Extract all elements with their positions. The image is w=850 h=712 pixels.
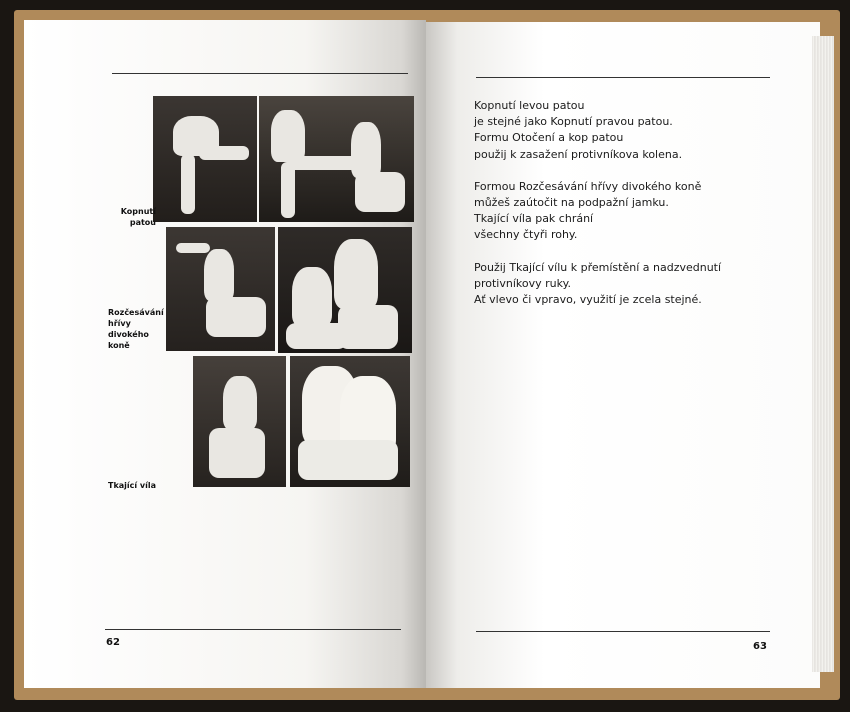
left-top-rule bbox=[112, 73, 408, 74]
text-line: Formu Otočení a kop patou bbox=[474, 131, 624, 145]
caption-fairy bbox=[108, 480, 178, 491]
text-line: můžeš zaútočit na podpažní jamku. bbox=[474, 196, 669, 210]
caption-line: koně bbox=[108, 341, 130, 350]
page-number-right: 63 bbox=[753, 641, 767, 652]
caption-line: Kopnutí bbox=[120, 207, 156, 216]
photo-fairy-pair bbox=[290, 356, 410, 487]
paragraph-3 bbox=[474, 260, 794, 309]
text-line: Tkající víla pak chrání bbox=[474, 212, 594, 226]
photo-kick-pair bbox=[259, 96, 414, 222]
text-line: Formou Rozčesávání hřívy divokého koně bbox=[474, 179, 702, 193]
text-line: Kopnutí levou patou bbox=[474, 99, 585, 112]
text-line: všechny čtyři rohy. bbox=[474, 228, 578, 242]
text-line: Ať vlevo či vpravo, využití je zcela stejné. bbox=[474, 293, 702, 307]
right-bottom-rule bbox=[476, 631, 770, 632]
photo-fairy-solo bbox=[193, 356, 286, 487]
caption-mane bbox=[108, 307, 168, 351]
text-line: je stejné jako Kopnutí pravou patou. bbox=[474, 115, 673, 129]
page-number-left: 62 bbox=[106, 637, 120, 648]
text-line: protivníkovy ruky. bbox=[474, 276, 572, 290]
photo-mane-solo bbox=[166, 227, 275, 351]
paragraph-1 bbox=[474, 98, 794, 163]
text-line: Použij Tkající vílu k přemístění a nadzvednutí bbox=[474, 260, 722, 274]
page-edges bbox=[812, 36, 834, 672]
body-text bbox=[474, 98, 794, 324]
caption-line: Rozčesávání bbox=[108, 308, 164, 317]
caption-line: Tkající víla bbox=[108, 481, 157, 490]
caption-line: divokého bbox=[108, 330, 149, 339]
photo-kick-solo bbox=[153, 96, 257, 222]
paragraph-2 bbox=[474, 179, 794, 244]
left-bottom-rule bbox=[105, 629, 401, 630]
photo-mane-pair bbox=[278, 227, 412, 353]
text-line: použij k zasažení protivníkova kolena. bbox=[474, 147, 683, 161]
right-top-rule bbox=[476, 77, 770, 78]
caption-line: patou bbox=[129, 218, 156, 227]
caption-kick bbox=[108, 206, 156, 228]
caption-line: hřívy bbox=[108, 319, 131, 328]
